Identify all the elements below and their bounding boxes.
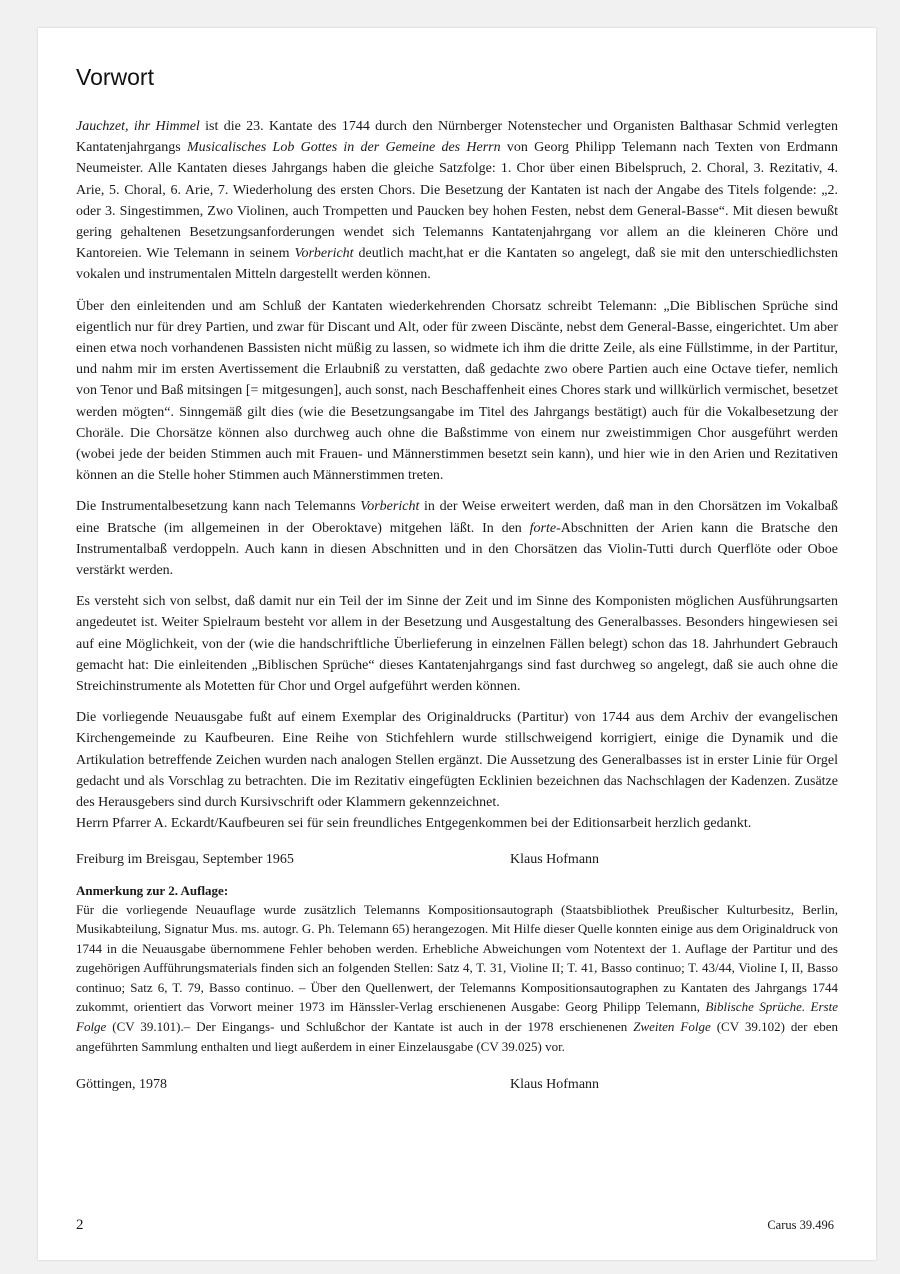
author-name: Klaus Hofmann <box>510 851 600 867</box>
page-footer <box>76 1214 838 1236</box>
vorbericht-reference: Vorbericht <box>360 499 420 515</box>
document-page <box>38 28 876 1260</box>
paragraph-instrumentation: Die Instrumentalbesetzung kann nach Telemanns Vorbericht in der Weise erweitert werden, daß man in den Chorsätzen im Vokalbaß eine Bratsche (im allgemeinen in der Oberoktave) mitgehen läßt. In den forte-Abschnitten der Arien kann die Bratsche den Instrumentalbaß verdoppeln. Auch kann in diesen Abschnitten und in den Chorsätzen das Violin-Tutti durch Querflöte oder Oboe verstärkt werden. <box>76 499 838 579</box>
paragraph-chorsatz: Über den einleitenden und am Schluß der Kantaten wiederkehrenden Chorsatz schreibt Telemann: „Die Biblischen Sprüche sind eigentlich nur für drey Partien, und zwar für Discant und Alt, oder für zween Discänte, nebst dem General-Basse, eingerichtet. Um aber einen etwa noch vorhandenen Bassisten nicht müßig zu lassen, so widmete ich ihm die dritte Zeile, als eine Füllstimme, in der Partitur, und nahm mir im ersten Avertissement die Erlaubniß zu verstatten, daß gedachte zwo obere Partien auch eine Octave tiefer, nemlich von Tenor und Baß mitsingen [= mitgesungen], auch sonst, nach Beschaffenheit eines Chores stark und willkürlich vermischet, besetzet werden mögten“. Sinngemäß gilt dies (wie die Besetzungsangabe im Titel des Jahrgangs bestätigt) auch für die Vokalbesetzung der Choräle. Die Chorsätze können also durchweg auch ohne die Baßstimme von einem nur zweistimmigen Chor ausgeführt werden (wobei jede der beiden Stimmen auch mit Frauen- und Männerstimmen besetzt sein kann), und hier wie in den Arien und Rezitativen können an die Stelle hoher Stimmen auch Männerstimmen treten. <box>76 298 838 484</box>
second-edition-note <box>76 881 838 1057</box>
place-date: Göttingen, 1978 <box>76 1077 167 1093</box>
paragraph-edition: Die vorliegende Neuausgabe fußt auf einem Exemplar des Originaldrucks (Partitur) von 1744 aus dem Archiv der evangelischen Kirchengemeinde zu Kaufbeuren. Eine Reihe von Stichfehlern wurde stillschweigend korrigiert, einige die Dynamik und die Artikulation betreffende Zeichen wurden nach analogen Stellen ergänzt. Die Aussetzung des Generalbasses ist in erster Linie für Orgel gedacht und als Vorschlag zu betrachten. Die im Rezitativ eingefügten Ecklinien bezeichnen das Nachschlagen der Kadenzen. Zusätze des Herausgebers sind durch Kursivschrift oder Klammern gekennzeichnet. <box>76 710 838 811</box>
vorbericht-reference: Vorbericht <box>294 246 354 262</box>
book-title: Zweiten Folge <box>633 1019 711 1035</box>
page-content <box>76 62 838 1106</box>
paragraph-performance: Es versteht sich von selbst, daß damit nur ein Teil der im Sinne der Zeit und im Sinne des Komponisten möglichen Ausführungsarten angedeutet ist. Weiter Spielraum besteht vor allem in der Besetzung und Ausgestaltung des Generalbasses. Besonders hingewiesen sei auf eine Möglichkeit, von der (wie die handschriftliche Überlieferung in einzelnen Fällen belegt) schon das 18. Jahrhundert Gebrauch gemacht hat: Die einleitenden „Biblischen Sprüche“ dieses Kantatenjahrgangs sind fast durchweg so angelegt, daß sie auch ohne die Streichinstrumente als Motetten für Chor und Orgel aufgeführt werden können. <box>76 594 838 695</box>
catalog-number: Carus 39.496 <box>767 1218 834 1232</box>
signature-1965 <box>76 849 838 871</box>
cycle-title: Musicalisches Lob Gottes in der Gemeine des Herrn <box>186 140 501 156</box>
paragraph-thanks: Herrn Pfarrer A. Eckardt/Kaufbeuren sei für sein freundliches Entgegenkommen bei der Editionsarbeit herzlich gedankt. <box>76 816 752 832</box>
signature-1978 <box>76 1074 838 1096</box>
note-heading: Anmerkung zur 2. Auflage: <box>76 882 229 898</box>
paragraph-intro: Jauchzet, ihr Himmel ist die 23. Kantate des 1744 durch den Nürnberger Notenstecher und Organisten Balthasar Schmid verlegten Kantatenjahrgangs Musicalisches Lob Gottes in der Gemeine des Herrn von Georg Philipp Telemann nach Texten von Erdmann Neumeister. Alle Kantaten dieses Jahrgangs haben die gleiche Satzfolge: 1. Chor über einen Bibelspruch, 2. Choral, 3. Rezitativ, 4. Arie, 5. Choral, 6. Arie, 7. Wiederholung des ersten Chors. Die Besetzung der Kantaten ist nach der Angabe des Titels folgende: „2. oder 3. Singestimmen, Zwo Violinen, auch Trompetten und Paucken bey hohen Festen, nebst dem General-Basse“. Mit diesen bewußt gering gehaltenen Besetzungsanforderungen wendet sich Telemanns Kantatenjahrgang vor allem an die kleineren Chöre und Kantoreien. Wie Telemann in seinem Vorbericht deutlich macht,hat er die Kantaten so angelegt, daß sie mit den unterschiedlichsten vokalen und instrumentalen Mitteln dargestellt werden können. <box>76 119 838 283</box>
book-title: Biblische Sprüche. Erste Folge <box>76 999 838 1035</box>
author-name: Klaus Hofmann <box>510 1077 600 1093</box>
forte-term: forte <box>529 520 557 536</box>
page-title: Vorwort <box>76 64 154 90</box>
place-date: Freiburg im Breisgau, September 1965 <box>76 851 294 867</box>
note-text: Für die vorliegende Neuauflage wurde zusätzlich Telemanns Kompositionsautograph (Staatsbibliothek Preußischer Kulturbesitz, Berlin, Musikabteilung, Signatur Mus. ms. autogr. G. Ph. Telemann 65) herangezogen. Mit Hilfe dieser Quelle konnten einige aus dem Originaldruck von 1744 in die Neuausgabe übernommene Fehler behoben werden. Erhebliche Abweichungen vom Notentext der 1. Auflage der Partitur und des zugehörigen Aufführungsmaterials finden sich an folgenden Stellen: Satz 4, T. 31, Violine II; T. 41, Basso continuo; T. 43/44, Violine I, II, Basso continuo; Satz 6, T. 79, Basso continuo. – Über den Quellenwert, der Telemanns Kompositionsautographen zu Kantaten des Jahrgangs 1744 zukommt, orientiert das Vorwort meiner 1973 im Hänssler-Verlag erschienenen Ausgabe: Georg Philipp Telemann, Biblische Sprüche. Erste Folge (CV 39.101).– Der Eingangs- und Schlußchor der Kantate ist auch in der 1978 erschienenen Zweiten Folge (CV 39.102) der eben angeführten Sammlung enthalten und liegt außerdem in einer Einzelausgabe (CV 39.025) vor. <box>76 901 838 1054</box>
page-number: 2 <box>76 1217 84 1233</box>
work-title: Jauchzet, ihr Himmel <box>76 119 200 134</box>
